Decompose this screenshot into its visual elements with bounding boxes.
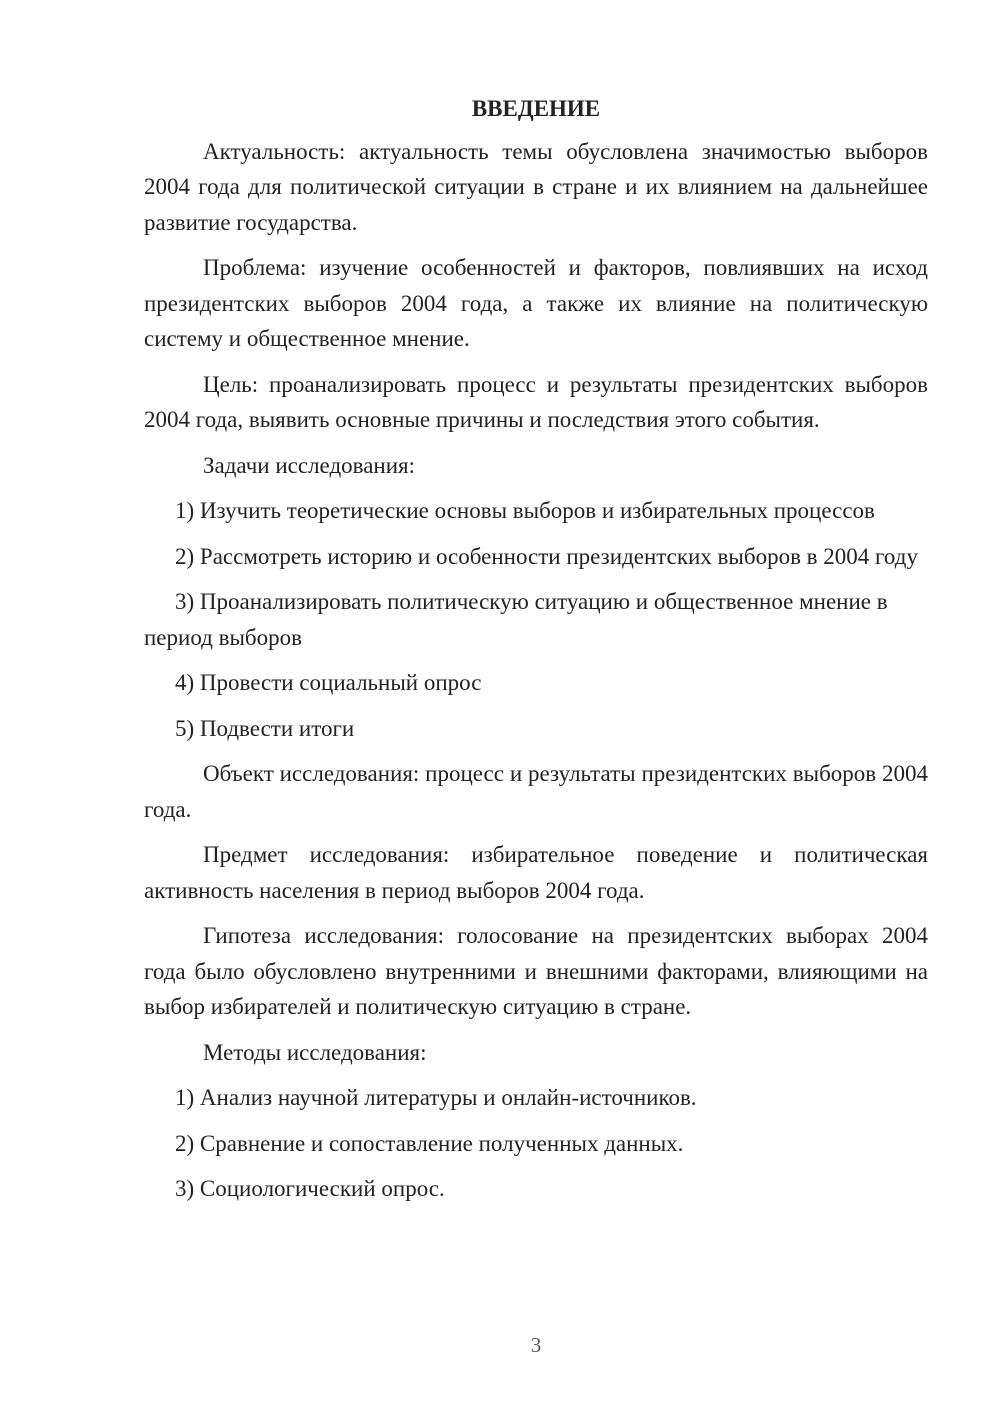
- tasks-label: Задачи исследования:: [203, 452, 416, 478]
- task-item-5: 5) Подвести итоги: [175, 715, 355, 741]
- page-number: 3: [530, 1333, 542, 1357]
- task-item-4: 4) Провести социальный опрос: [175, 670, 482, 695]
- task-item-3: 3) Проанализировать политическую ситуацию и общественное мнение в период выборов: [144, 589, 888, 650]
- problem-paragraph: Проблема: изучение особенностей и факторов, повлиявших на исход президентских выборов 2004 года, а также их влияние на политическую систему и общественное мнение.: [144, 255, 928, 351]
- method-item-2: 2) Сравнение и сопоставление полученных данных.: [175, 1130, 684, 1156]
- goal-paragraph: Цель: проанализировать процесс и результаты президентских выборов 2004 года, выявить основные причины и последствия этого события.: [144, 371, 928, 432]
- task-item-1: 1) Изучить теоретические основы выборов и избирательных процессов: [175, 498, 875, 523]
- hypothesis-paragraph: Гипотеза исследования: голосование на президентских выборах 2004 года было обусловлено внутренними и внешними факторами, влияющими на выбор избирателей и политическую ситуацию в стране.: [144, 923, 928, 1019]
- subject-paragraph: Предмет исследования: избирательное поведение и политическая активность населения в период выборов 2004 года.: [144, 842, 928, 903]
- method-item-3: 3) Социологический опрос.: [175, 1176, 445, 1201]
- object-paragraph: Объект исследования: процесс и результаты президентских выборов 2004 года.: [144, 761, 928, 822]
- methods-label: Методы исследования:: [203, 1039, 427, 1065]
- document-body: [144, 91, 928, 1217]
- relevance-paragraph: Актуальность: актуальность темы обусловлена значимостью выборов 2004 года для политической ситуации в стране и их влиянием на дальнейшее развитие государства.: [144, 138, 928, 235]
- page-title: ВВЕДЕНИЕ: [471, 96, 601, 121]
- task-item-2: 2) Рассмотреть историю и особенности президентских выборов в 2004 году: [175, 543, 918, 569]
- method-item-1: 1) Анализ научной литературы и онлайн-источников.: [175, 1085, 697, 1110]
